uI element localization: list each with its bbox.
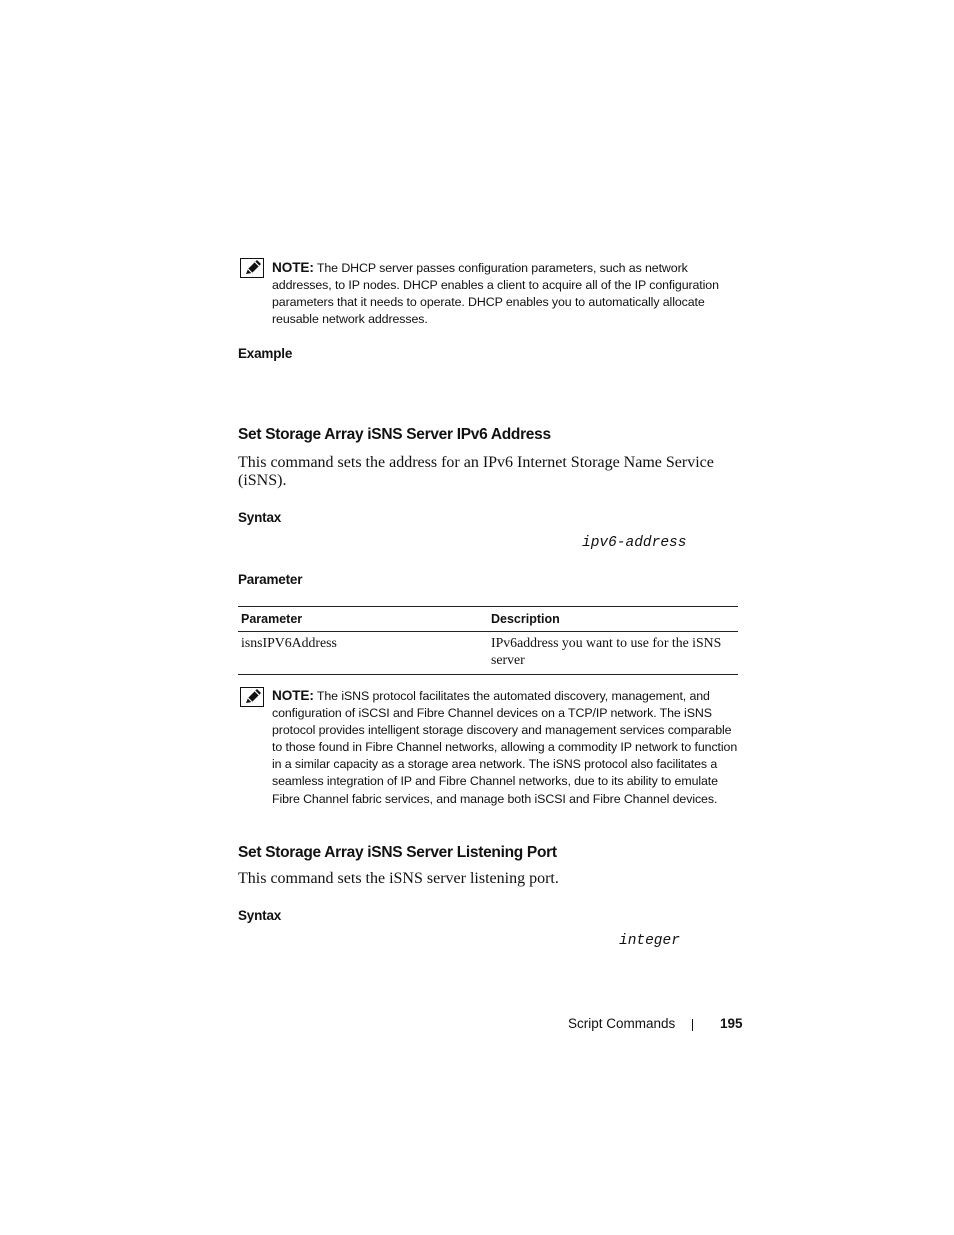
note-label: NOTE:	[272, 688, 314, 703]
table-header-row	[238, 607, 738, 632]
section-description-port: This command sets the iSNS server listening port.	[238, 870, 559, 887]
section-title-listening-port: Set Storage Array iSNS Server Listening Port	[238, 844, 557, 861]
note-body: The DHCP server passes configuration parameters, such as network addresses, to IP nodes. DHCP enables a client to acquire all of the IP configuration parameters that it needs to operate. DHCP enables you to automatically allocate reusable network addresses.	[272, 261, 719, 327]
syntax-param-ipv6: ipv6-address	[582, 535, 687, 551]
table-cell-parameter: isnsIPV6Address	[241, 635, 337, 650]
section-title-ipv6-address: Set Storage Array iSNS Server IPv6 Address	[238, 426, 551, 443]
note-pencil-icon	[240, 687, 264, 707]
note-isns	[272, 687, 742, 808]
syntax-heading: Syntax	[238, 908, 282, 923]
table-header-parameter: Parameter	[238, 607, 488, 632]
note-pencil-icon	[240, 258, 264, 278]
syntax-heading: Syntax	[238, 510, 282, 525]
note-body: The iSNS protocol facilitates the automated discovery, management, and configuration of iSCSI and Fibre Channel devices on a TCP/IP network. The iSNS protocol provides intelligent storage discovery and management services comparable to those found in Fibre Channel networks, allowing a commodity IP network to function in a similar capacity as a storage area network. The iSNS protocol also facilitates a seamless integration of IP and Fibre Channel networks, due to its ability to emulate Fibre Channel fabric services, and manage both iSCSI and Fibre Channel devices.	[272, 689, 738, 806]
note-label: NOTE:	[272, 260, 314, 275]
example-heading: Example	[238, 346, 293, 361]
syntax-param-integer: integer	[619, 933, 680, 949]
page-number: 195	[720, 1016, 743, 1031]
table-row	[238, 632, 738, 675]
note-dhcp	[272, 259, 742, 328]
table-cell-description: IPv6address you want to use for the iSNS server	[491, 635, 722, 667]
parameter-table	[238, 606, 738, 675]
footer-section-name: Script Commands	[568, 1016, 676, 1031]
section-description-ipv6: This command sets the address for an IPv6 Internet Storage Name Service (iSNS).	[238, 454, 714, 489]
table-header-description: Description	[488, 607, 738, 632]
footer-divider	[692, 1019, 693, 1031]
parameter-heading: Parameter	[238, 572, 303, 587]
